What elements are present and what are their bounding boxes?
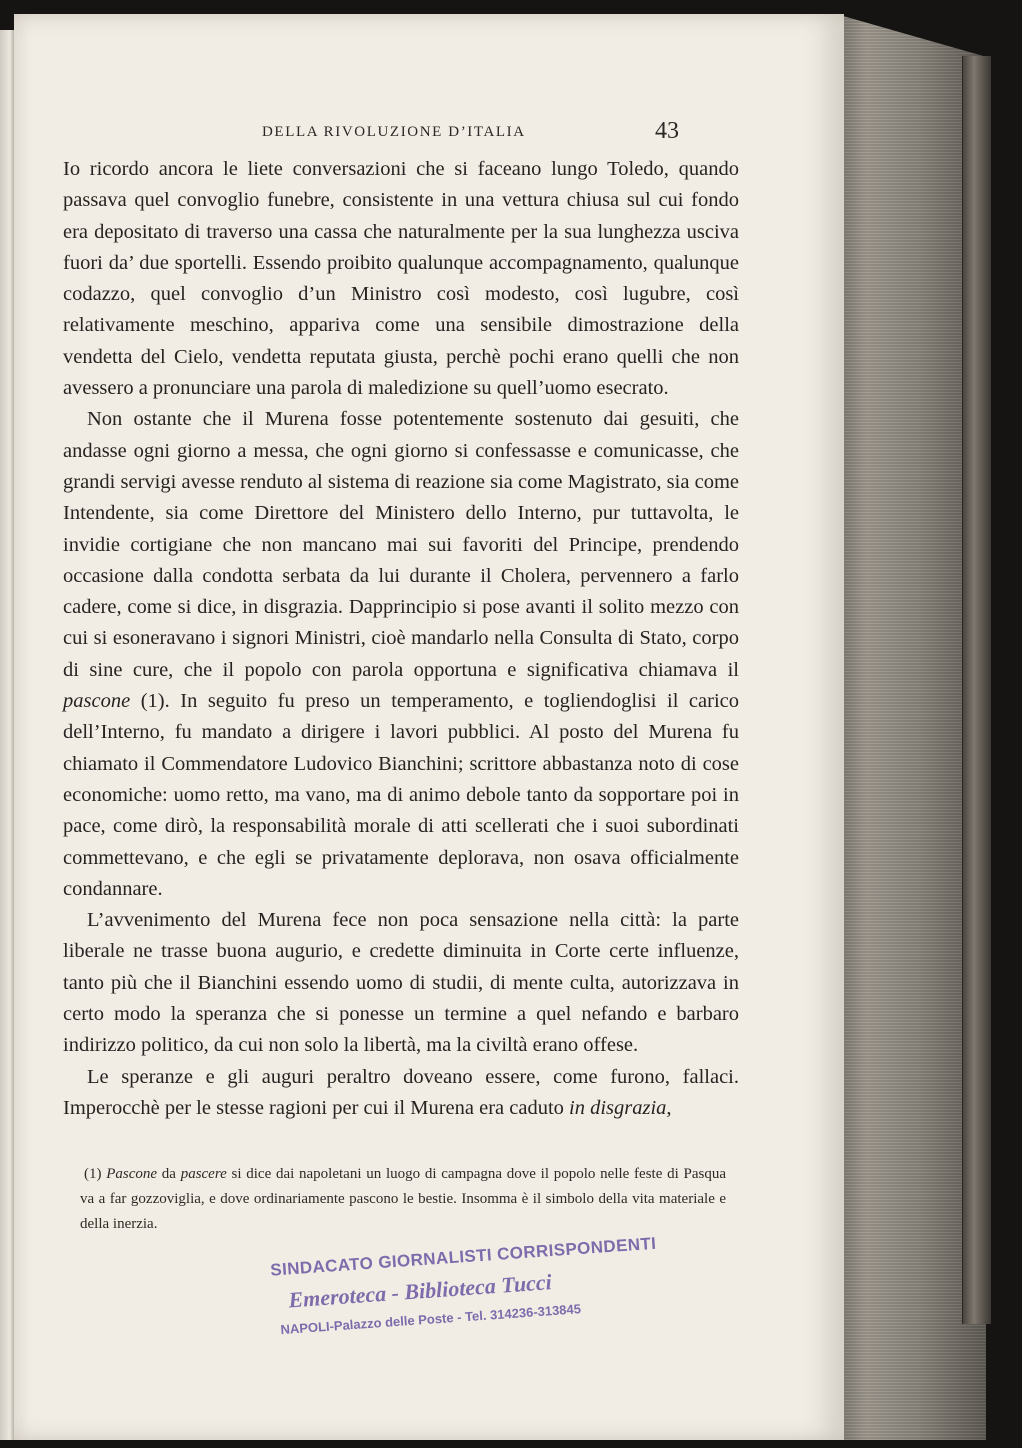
paragraph — [63, 1062, 739, 1125]
paragraph-text: , — [666, 1096, 672, 1119]
paragraph-text: (1). In seguito fu preso un temperamento, e togliendoglisi il carico dell’Interno, fu mandato a dirigere i lavori pubblici. Al posto del Murena fu chiamato il Commendatore Ludovico Bianchini; scrittore abbastanza noto di cose economiche: uomo retto, ma vano, ma di animo debole tanto da sopportare poi in pace, come dirò, la responsabilità morale di atti scellerati che i suoi subordinati commettevano, e che egli se privatamente deplorava, non osava officialmente condannare. — [63, 690, 739, 900]
running-header: DELLA RIVOLUZIONE D’ITALIA — [262, 124, 526, 140]
page-number: 43 — [655, 118, 679, 144]
left-page-edge — [0, 30, 15, 1440]
paragraph — [63, 404, 739, 905]
paragraph-text: Non ostante che il Murena fosse potentemente sostenuto dai gesuiti, che andasse ogni giorno a messa, che ogni giorno si confessasse e comunicasse, che grandi servigi avesse renduto al sistema di reazione sia come Magistrato, sia come Intendente, sia come Direttore del Ministero dello Interno, pur tuttavolta, le invidie cortigiane che non mancano mai sui favoriti del Principe, prendendo occasione dalla condotta serbata da lui durante il Cholera, pervennero a farlo cadere, come si dice, in disgrazia. Dapprincipio si pose avanti il solito mezzo con cui si esoneravano i signori Ministri, cioè mandarlo nella Consulta di Stato, corpo di sine cure, che il popolo con parola opportuna e significativa chiamava il — [63, 408, 739, 681]
footnote-term: Pascone — [106, 1166, 158, 1182]
footnote-term: pascere — [180, 1166, 227, 1182]
italic-term: in disgrazia — [569, 1096, 667, 1119]
paragraph: Io ricordo ancora le liete conversazioni che si faceano lungo Toledo, quando passava quel convoglio funebre, consistente in una vettura chiusa sul cui fondo era depositato di traverso una cassa che naturalmente per la sua lunghezza usciva fuori da’ due sportelli. Essendo proibito qualunque accompagnamento, qualunque codazzo, quel convoglio d’un Ministro così modesto, così lugubre, così relativamente meschino, appariva come una sensibile dimostrazione della vendetta del Cielo, vendetta reputata giusta, perchè pochi erano quelli che non avessero a pronunciare una parola di maledizione su quell’uomo esecrato. — [63, 158, 739, 400]
paragraph-text: Le speranze e gli auguri peraltro doveano essere, come furono, fallaci. Imperocchè per le stesse ragioni per cui il Murena era caduto — [63, 1065, 739, 1119]
stamp-line: SINDACATO GIORNALISTI CORRISPONDENTI — [269, 1233, 657, 1280]
paragraph: L’avvenimento del Murena fece non poca sensazione nella città: la parte liberale ne trasse buona augurio, e credette diminuita in Corte certe influenze, tanto più che il Bianchini essendo uomo di studii, di mente culta, autorizzava in certo modo la speranza che si ponesse un termine a quel nefando e barbaro indirizzo politico, da cui non solo la libertà, ma la civiltà erano offese. — [63, 909, 739, 1057]
body-text — [63, 154, 739, 1124]
book-cover-edge — [962, 56, 991, 1324]
stamp-line: NAPOLI-Palazzo delle Poste - Tel. 314236-313845 — [280, 1301, 582, 1338]
italic-term: pascone — [63, 690, 131, 713]
stamp-line: Emeroteca - Biblioteca Tucci — [287, 1269, 553, 1313]
footnote-text: da — [157, 1166, 181, 1182]
footnote-text: si dice dai napoletani un luogo di campagna dove il popolo nelle feste di Pasqua va a far gozzoviglia, e dove ordinariamente pascono le bestie. Insomma è il simbolo della vita materiale e della inerzia. — [80, 1166, 726, 1232]
footnote-marker: (1) — [84, 1166, 107, 1182]
